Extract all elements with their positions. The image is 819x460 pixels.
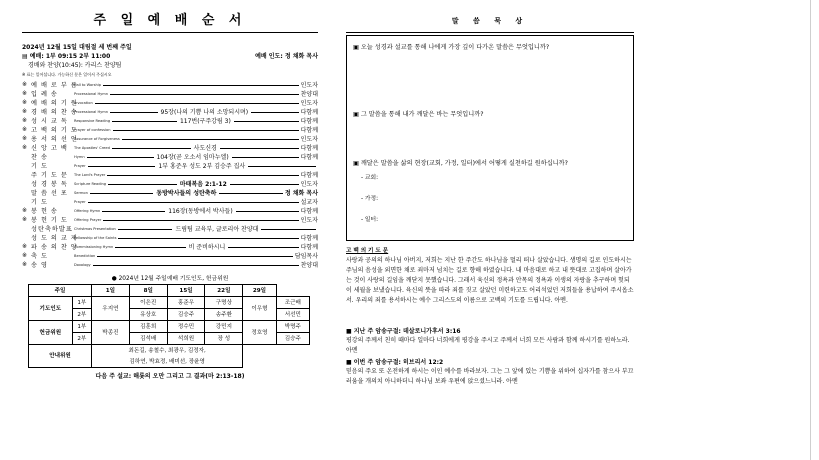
leader-dots [248,166,316,167]
order-title-en: Prayer [74,199,86,204]
order-of-worship [22,80,318,269]
bulletin-title: 주 일 예 배 순 서 [93,13,247,28]
service-date: 2024년 12월 15일 대림절 세 번째 주일 [22,44,132,51]
order-title: 축 도 [31,253,48,260]
order-item [22,206,318,215]
order-title: 예 배 로 부 름 [31,82,78,89]
this-week-verse: 믿음의 주요 또 온전하게 하시는 이인 예수를 바라보자. 그는 그 앞에 있는 기쁨을 위하여 십자가를 참으사 부끄러움을 개의치 아니하더니 하나님 보좌 우편에 앉으셨느니라. 아멘 [346,368,634,385]
order-title: 파 송 의 찬 양 [31,244,78,251]
order-item [22,215,318,224]
order-item [22,197,318,206]
order-title-en: Assurance of Forgiveness [74,136,120,141]
table-cell: 안내위원 [29,345,92,368]
leader-dots [103,85,299,86]
leader-dots [230,184,299,185]
order-title-en: Offering Prayer [74,217,102,222]
order-detail: 95장(나의 기쁨 나의 소망되시며) [160,109,249,116]
leader-dots [107,175,298,176]
order-person: 다함께 [300,208,318,215]
leader-dots [87,157,154,158]
question-1: ▣ 오늘 성경과 설교를 통해 나에게 가장 깊이 다가온 말씀은 무엇입니까? [353,44,550,51]
leader-dots [110,112,157,113]
order-person: 다함께 [300,127,318,134]
order-person: 다함께 [300,235,318,242]
order-person: 인도자 [300,136,318,143]
table-cell: 조근배 [276,297,309,309]
order-mark: ※ [22,126,28,133]
table-cell: 이우형 [243,297,276,321]
pre-worship: 경배와 찬양(10:45): 카리스 찬양팀 [28,62,122,69]
order-title-en: Prayer of confession [74,127,111,132]
standing-note: ※ 표는 일어섭니다. 가능하신 분은 일어서 주십시오 [22,72,112,77]
order-mark: ※ [22,144,28,151]
order-title: 예 배 의 기 원 [31,100,78,107]
leader-dots [115,247,185,248]
table-cell: 강민지 [205,321,243,333]
place-church: - 교회: [361,175,379,181]
order-person: 설교자 [300,199,318,206]
order-item [22,170,318,179]
confession-text: 사랑과 공의의 하나님 아버지, 저희는 지난 한 주간도 하나님을 멀리 떠나 살았습니다. 생명의 길로 인도하시는 주님의 음성을 외면한 채로 죄마저 넘치는 길로 향해 하였습니다. 내 마음대로 하고 내 뜻대로 고집하며 살아가는 것이 사랑의 길임을 깨닫지 못했습니다. 그래서 육신의 정욕과 안목의 정욕과 이생의 자랑을 추구하며 헛되이 세월을 보냈습니다. 육신의 뜻을 따라 죄를 짓고 살았던 미련하고도 어리석었던 저희들을 용납하여 주시옵소서. 우리의 죄를 용서하시는 예수 그리스도의 이름으로 고백의 기도를 드립니다. 아멘. [346,257,634,304]
leader-dots [219,193,282,194]
table-cell: 2부 [72,333,91,345]
leader-dots [110,94,299,95]
next-sermon: 다음 주 설교: 해롯의 오만 그리고 그 결과(마 2:13-18) [95,373,245,380]
worship-order-column [22,10,318,380]
order-title-en: Processional Hymn [74,109,109,114]
table-cell: 최돈길, 송철수, 최광우, 김정자, [92,345,243,357]
table-header-cell: 1일 [92,285,130,297]
order-title: 기 도 [31,199,48,206]
order-person: 다함께 [300,154,318,161]
title-divider [22,32,318,33]
order-title: 신 앙 고 백 [31,145,68,152]
order-title: 주 기 도 문 [31,172,68,179]
order-item [22,89,318,98]
order-mark: ※ [22,135,28,142]
order-item [22,143,318,152]
order-item [22,242,318,251]
order-detail: 동방박사들의 성탄축하 [156,190,217,197]
leader-dots [234,121,299,122]
order-mark: ※ [22,216,28,223]
leader-dots [261,229,316,230]
order-title-en: Offering Hymn [74,208,101,213]
leader-dots [220,148,299,149]
leader-dots [228,247,298,248]
table-header-row [29,285,310,297]
table-cell: 1부 [72,297,91,309]
order-mark: ※ [22,108,28,115]
reflection-title: 말 씀 묵 상 [451,17,529,25]
order-detail: 104장(곧 오소서 임마누엘) [156,154,229,161]
table-cell: 김하연, 박효정, 배미선, 장윤영 [92,356,243,368]
order-item [22,134,318,143]
order-item [22,116,318,125]
table-cell: 2부 [72,309,91,321]
table-header-cell: 8일 [129,285,167,297]
place-home: - 가정: [361,196,379,202]
table-cell: 구명상 [205,297,243,309]
order-item [22,107,318,116]
order-mark: ※ [22,243,28,250]
question-3: ▣ 깨달은 말씀을 삶의 현장(교회, 가정, 일터)에서 어떻게 실천하길 원하십니까? [353,160,568,167]
order-detail: 사도신경 [193,145,217,152]
leader-dots [118,229,173,230]
order-mark: ※ [22,90,28,97]
order-mark: ※ [22,261,28,268]
table-cell: 홍준우 [167,297,205,309]
last-week-verse: 평강의 주께서 친히 때마다 일마다 너희에게 평강을 주시고 주께서 너희 모든 사람과 함께 하시기를 원하노라. 아멘 [346,337,630,354]
table-cell: 석희원 [167,333,205,345]
worship-leader: 예배 인도: 정 채화 목사 [255,53,318,60]
table-row [29,321,310,333]
order-mark: ※ [22,99,28,106]
order-detail: 드림팀 교육부, 글로리아 찬양대 [175,226,259,233]
order-detail: 116장(동방에서 박사들) [168,208,233,215]
order-person: 정 채화 목사 [284,190,318,197]
order-title-en: Commissioning Hymn [74,244,114,249]
order-title-en: Doxology [74,262,91,267]
order-title-en: Invocation [74,100,93,105]
table-cell: 김석배 [129,333,167,345]
order-title-en: The Apostles' Creed [74,145,110,150]
order-title-en: Hymn [74,154,85,159]
table-cell: 박명주 [276,321,309,333]
order-title: 고 백 의 기 도 [31,127,78,134]
table-cell: 김승주 [276,333,309,345]
order-title-en: The Lord's Prayer [74,172,106,177]
confession-title: 고 백 의 기 도 문 [346,248,389,254]
order-title-en: Benediction [74,253,96,258]
order-item [22,233,318,242]
page-edge [810,0,811,460]
table-cell: 정호영 [243,321,276,345]
order-detail: 마태복음 2:1-12 [179,181,227,188]
question-2: ▣ 그 말씀을 통해 내가 깨달은 바는 무엇입니까? [353,111,484,118]
leader-dots [108,184,177,185]
table-cell: 우지연 [92,297,130,321]
order-item [22,251,318,260]
order-mark: ※ [22,252,28,259]
order-title-en: Sermon [74,190,88,195]
table-cell: 박종진 [92,321,130,345]
leader-dots [251,112,298,113]
table-cell: 기도인도 [29,297,73,321]
reflection-box [346,35,634,241]
order-item [22,98,318,107]
order-title: 찬 송 [31,154,48,161]
volunteer-table [28,284,310,368]
table-header-cell: 29일 [243,285,276,297]
order-person: 담임목사 [294,253,318,260]
table-body [29,297,310,368]
order-title: 송 영 [31,262,48,269]
order-title-en: Responsive Reading [74,118,111,123]
order-title-en: Scripture Reading [74,181,107,186]
table-cell: 장 성 [205,333,243,345]
leader-dots [113,130,299,131]
order-item [22,125,318,134]
leader-dots [102,211,165,212]
table-cell: 김승주 [167,309,205,321]
table-cell: 정수민 [167,321,205,333]
table-title: ● 2024년 12월 주일예배 기도인도, 헌금위원 [111,276,229,282]
order-person: 인도자 [300,217,318,224]
order-item [22,152,318,161]
order-title: 성탄축하발표 [31,226,73,233]
order-person: 찬양대 [300,262,318,269]
order-person: 인도자 [300,181,318,188]
order-person: 다함께 [300,118,319,125]
order-person: 다함께 [300,244,319,251]
order-title-en: Call to Worship [74,82,102,87]
order-title-en: Christmas Presentation [74,226,116,231]
table-row [29,345,310,357]
service-info [22,52,318,61]
table-header-cell: 22일 [205,285,243,297]
order-title: 기 도 [31,163,48,170]
leader-dots [112,121,177,122]
order-person: 인도자 [300,100,318,107]
order-title: 성 경 봉 독 [31,181,68,188]
table-cell: 이은진 [129,297,167,309]
order-title: 성 도 의 교 제 [31,235,78,242]
table-header-cell: 주일 [29,285,92,297]
table-row [29,297,310,309]
order-title: 입 례 송 [31,91,58,98]
leader-dots [103,220,298,221]
reflection-divider [346,32,634,33]
order-item [22,161,318,170]
leader-dots [232,157,299,158]
order-title: 말 씀 선 포 [31,190,68,197]
order-title-en: Fellowship of the Saints [74,235,117,240]
leader-dots [236,211,299,212]
leader-dots [88,202,299,203]
order-detail: 117번(구주강림 3) [179,118,231,125]
order-item [22,260,318,269]
this-week-verse-title: ■ 이번 주 암송구절: 히브리서 12:2 [346,359,444,366]
table-cell: 송주환 [205,309,243,321]
order-title: 봉 헌 송 [31,208,58,215]
table-cell: 유상호 [129,309,167,321]
leader-dots [97,256,293,257]
order-title-en: Processional Hymn [74,91,109,96]
order-item [22,188,318,197]
leader-dots [112,148,191,149]
order-title: 봉 헌 기 도 [31,217,68,224]
table-cell: 헌금위원 [29,321,73,345]
order-person: 다함께 [300,145,319,152]
order-item [22,80,318,89]
order-person: 인도자 [300,82,318,89]
order-person: 다함께 [300,172,318,179]
table-cell: 1부 [72,321,91,333]
order-person: 찬양대 [300,91,318,98]
order-title: 경 배 의 찬 송 [31,109,78,116]
service-times: ▤ 예배: 1부 09:15 2부 11:00 [22,53,111,60]
leader-dots [88,166,156,167]
leader-dots [95,103,299,104]
order-mark: ※ [22,117,28,124]
order-item [22,224,318,233]
order-mark: ※ [22,81,28,88]
order-person: 다함께 [300,109,319,116]
place-work: - 일터: [361,217,379,223]
order-item [22,179,318,188]
order-detail: 1부 홍준우 성도 2부 김승주 집사 [158,163,246,170]
leader-dots [93,265,299,266]
order-title: 성 시 교 독 [31,118,68,125]
leader-dots [122,139,299,140]
reflection-column [346,10,634,387]
order-detail: 비 준비하시니 [188,244,226,251]
order-title: 용 서 의 선 언 [31,136,78,143]
table-cell: 서선민 [276,309,309,321]
last-week-verse-title: ■ 지난 주 암송구절: 데살로니가후서 3:16 [346,328,461,335]
table-cell: 김훈희 [129,321,167,333]
leader-dots [118,238,298,239]
leader-dots [90,193,153,194]
order-mark: ※ [22,207,28,214]
table-header-cell: 15일 [167,285,205,297]
order-title-en: Prayer [74,163,86,168]
